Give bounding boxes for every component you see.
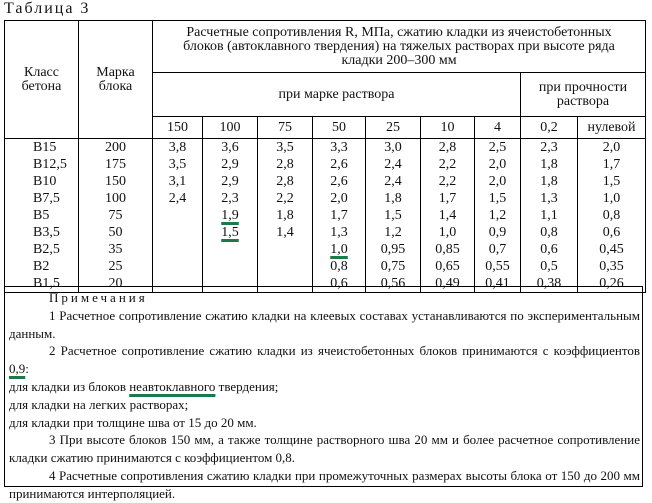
value-text: 2,8 [276, 174, 294, 189]
value-text: 0,9 [488, 225, 507, 240]
cell-class: B12,5 [5, 156, 79, 173]
value-text: 1,7 [602, 157, 621, 172]
cell-value [258, 156, 313, 173]
subcol-header: 10 [421, 117, 475, 139]
header-by-strength: при прочности раствора [521, 73, 646, 117]
cell-value [578, 156, 646, 173]
cell-value [153, 139, 203, 157]
value-text: 1,8 [384, 191, 402, 206]
value-text: 0,85 [435, 242, 460, 257]
note-2-item-c: для кладки при толщине шва от 15 до 20 мм. [9, 414, 257, 430]
cell-value [521, 139, 578, 157]
note-2-item-b: для кладки на легких растворах; [9, 396, 189, 412]
note-2-text: 2 Расчетное сопротивление сжатию кладки из ячеистобетонных блоков принимаются с коэффициентов [49, 343, 640, 359]
value-text: 2,6 [330, 174, 348, 189]
table-row [5, 258, 646, 275]
cell-value [521, 207, 578, 224]
cell-value [153, 258, 203, 275]
table-caption: Таблица 3 [4, 0, 91, 17]
value-text: 1,0 [602, 191, 621, 206]
cell-mark: 25 [79, 258, 153, 275]
cell-value [578, 224, 646, 241]
cell-value [578, 139, 646, 157]
value-text: 0,38 [536, 276, 562, 291]
header-mark: Марка блока [79, 21, 153, 139]
table-row [5, 207, 646, 224]
cell-value [203, 207, 258, 224]
value-text: 1,5 [384, 208, 402, 223]
cell-mark: 200 [79, 139, 153, 157]
table-row [5, 190, 646, 207]
cell-value [313, 224, 366, 241]
cell-value [313, 173, 366, 190]
cell-value [313, 241, 366, 258]
value-text: 1,4 [276, 225, 294, 240]
cell-value [366, 173, 421, 190]
value-text: 3,8 [168, 140, 187, 155]
cell-value [521, 190, 578, 207]
cell-value [203, 156, 258, 173]
cell-mark: 35 [79, 241, 153, 258]
value-text: 2,5 [488, 140, 507, 155]
cell-value [203, 139, 258, 157]
cell-value [475, 241, 521, 258]
value-text: 0,7 [488, 242, 507, 257]
cell-value [258, 173, 313, 190]
cell-value [578, 173, 646, 190]
cell-value [521, 241, 578, 258]
cell-value [313, 139, 366, 157]
cell-value [153, 173, 203, 190]
cell-value [475, 207, 521, 224]
header-by-mortar-mark: при марке раствора [153, 73, 521, 117]
value-text: 1,5 [488, 191, 507, 206]
cell-value [203, 190, 258, 207]
note-2-item-a-post: твердения; [218, 378, 279, 394]
cell-value [421, 156, 475, 173]
note-2-coefficient: 0,9 [9, 361, 26, 377]
cell-value [203, 241, 258, 258]
subcol-header: 100 [203, 117, 258, 139]
value-text: 1,8 [540, 157, 558, 172]
cell-value [421, 241, 475, 258]
subcol-header: 150 [153, 117, 203, 139]
cell-value [153, 207, 203, 224]
value-text: 2,9 [221, 157, 239, 172]
cell-value [366, 207, 421, 224]
value-text: 0,8 [540, 225, 558, 240]
value-text: 3,5 [276, 140, 294, 155]
value-text: 2,3 [221, 191, 239, 206]
cell-class: B2 [5, 258, 79, 275]
cell-value [313, 190, 366, 207]
highlighted-value: 1,9 [221, 208, 239, 223]
cell-value [578, 190, 646, 207]
cell-value [475, 224, 521, 241]
note-2-item-a-pre: для кладки из блоков [9, 378, 126, 394]
value-text: 0,6 [540, 242, 558, 257]
value-text: 2,4 [384, 174, 402, 189]
value-text: 2,3 [540, 140, 558, 155]
cell-value [421, 173, 475, 190]
value-text: 2,8 [438, 140, 457, 155]
value-text: 1,7 [330, 208, 348, 223]
cell-value [203, 173, 258, 190]
value-text: 2,9 [221, 174, 239, 189]
value-text: 2,6 [330, 157, 348, 172]
note-4: 4 Расчетные сопротивления сжатию кладки при промежуточных размерах высоты блока от 150 до 200 мм принимаются интерполяцией. [9, 467, 640, 501]
table-row [5, 173, 646, 190]
cell-value [366, 241, 421, 258]
cell-value [521, 258, 578, 275]
cell-value [475, 139, 521, 157]
value-text: 3,1 [168, 174, 187, 189]
value-text: 3,6 [221, 140, 239, 155]
cell-value [258, 258, 313, 275]
cell-value [153, 156, 203, 173]
cell-class: B7,5 [5, 190, 79, 207]
cell-mark: 150 [79, 173, 153, 190]
value-text: 0,35 [599, 259, 624, 274]
value-text: 3,5 [168, 157, 187, 172]
value-text: 0,49 [435, 276, 460, 291]
value-text: 2,2 [438, 174, 457, 189]
cell-value [366, 139, 421, 157]
value-text: 2,4 [384, 157, 402, 172]
cell-value [578, 207, 646, 224]
cell-value [258, 224, 313, 241]
cell-value [203, 258, 258, 275]
value-text: 0,95 [380, 242, 406, 257]
header-main: Расчетные сопротивления R, МПа, сжатию кладки из ячеистобетонных блоков (автоклавного твердения) на тяжелых растворах при высоте ряда кладки 200–300 мм [153, 21, 646, 73]
cell-value [475, 258, 521, 275]
value-text: 1,3 [330, 225, 348, 240]
note-1: 1 Расчетное сопротивление сжатию кладки на клеевых составах устанавливаются по экспериментальным данным. [9, 307, 640, 341]
cell-value [258, 190, 313, 207]
cell-mark: 75 [79, 207, 153, 224]
cell-mark: 175 [79, 156, 153, 173]
cell-value [578, 241, 646, 258]
cell-value [475, 173, 521, 190]
cell-value [203, 224, 258, 241]
value-text: 3,3 [330, 140, 348, 155]
subcol-header: 75 [258, 117, 313, 139]
value-text: 0,6 [602, 225, 621, 240]
cell-value [421, 207, 475, 224]
value-text: 2,0 [330, 191, 348, 206]
note-2 [9, 342, 640, 378]
value-text: 0,45 [599, 242, 624, 257]
cell-value [366, 190, 421, 207]
cell-value [313, 207, 366, 224]
value-text: 0,56 [380, 276, 406, 291]
cell-value [421, 258, 475, 275]
table-body [5, 139, 646, 293]
value-text: 1,2 [384, 225, 402, 240]
table-row [5, 156, 646, 173]
table-row [5, 224, 646, 241]
value-text: 2,0 [488, 174, 507, 189]
value-text: 1,7 [438, 191, 457, 206]
value-text: 1,8 [276, 208, 294, 223]
notes-block [4, 286, 643, 501]
value-text: 1,2 [488, 208, 507, 223]
note-2-item-a-highlight: неавтоклавного [129, 378, 216, 394]
cell-value [421, 190, 475, 207]
cell-value [366, 156, 421, 173]
value-text: 1,4 [438, 208, 457, 223]
value-text: 0,8 [330, 259, 348, 274]
value-text: 0,41 [485, 276, 510, 291]
value-text: 1,1 [540, 208, 558, 223]
cell-class: B10 [5, 173, 79, 190]
table-row [5, 139, 646, 157]
value-text: 0,5 [540, 259, 558, 274]
cell-value [421, 139, 475, 157]
cell-value [521, 156, 578, 173]
subcol-header: 25 [366, 117, 421, 139]
highlighted-value: 1,5 [221, 225, 239, 240]
value-text: 2,0 [488, 157, 507, 172]
value-text: 0,75 [380, 259, 406, 274]
cell-value [153, 241, 203, 258]
note-2-colon: : [25, 361, 29, 377]
cell-value [313, 156, 366, 173]
cell-mark: 50 [79, 224, 153, 241]
value-text: 2,0 [602, 140, 621, 155]
subcol-header: нулевой [578, 117, 646, 139]
value-text: 1,3 [540, 191, 558, 206]
cell-value [313, 258, 366, 275]
cell-value [258, 241, 313, 258]
resistance-table [4, 20, 646, 293]
header-class: Класс бетона [5, 21, 79, 139]
cell-value [153, 224, 203, 241]
subcol-header: 50 [313, 117, 366, 139]
value-text: 0,65 [435, 259, 460, 274]
value-text: 3,0 [384, 140, 402, 155]
cell-value [258, 207, 313, 224]
value-text: 2,8 [276, 157, 294, 172]
value-text: 1,5 [602, 174, 621, 189]
cell-value [258, 139, 313, 157]
value-text: 0,26 [599, 276, 624, 291]
subcol-header: 4 [475, 117, 521, 139]
value-text: 1,0 [438, 225, 457, 240]
cell-class: B15 [5, 139, 79, 157]
cell-value [475, 190, 521, 207]
note-2-item-a [9, 378, 640, 396]
value-text: 1,8 [540, 174, 558, 189]
notes-heading: Примечания [49, 290, 148, 305]
value-text: 0,8 [602, 208, 621, 223]
cell-value [521, 224, 578, 241]
cell-class: B3,5 [5, 224, 79, 241]
subcol-header: 0,2 [521, 117, 578, 139]
value-text: 2,4 [168, 191, 187, 206]
cell-value [366, 224, 421, 241]
value-text: 0,6 [330, 276, 348, 291]
cell-mark: 100 [79, 190, 153, 207]
note-3: 3 При высоте блоков 150 мм, а также толщине растворного шва 20 мм и более расчетное сопротивление кладки сжатию принимаются с коэффициентом 0,8. [9, 432, 640, 466]
value-text: 2,2 [276, 191, 294, 206]
cell-value [521, 173, 578, 190]
cell-value [475, 156, 521, 173]
cell-mark: 20 [79, 275, 153, 293]
cell-value [153, 190, 203, 207]
cell-value [421, 224, 475, 241]
cell-class: B1,5 [5, 275, 79, 293]
highlighted-value: 1,0 [330, 242, 348, 257]
cell-class: B5 [5, 207, 79, 224]
table-row [5, 241, 646, 258]
value-text: 0,55 [485, 259, 510, 274]
cell-class: B2,5 [5, 241, 79, 258]
cell-value [366, 258, 421, 275]
value-text: 2,2 [438, 157, 457, 172]
cell-value [578, 258, 646, 275]
